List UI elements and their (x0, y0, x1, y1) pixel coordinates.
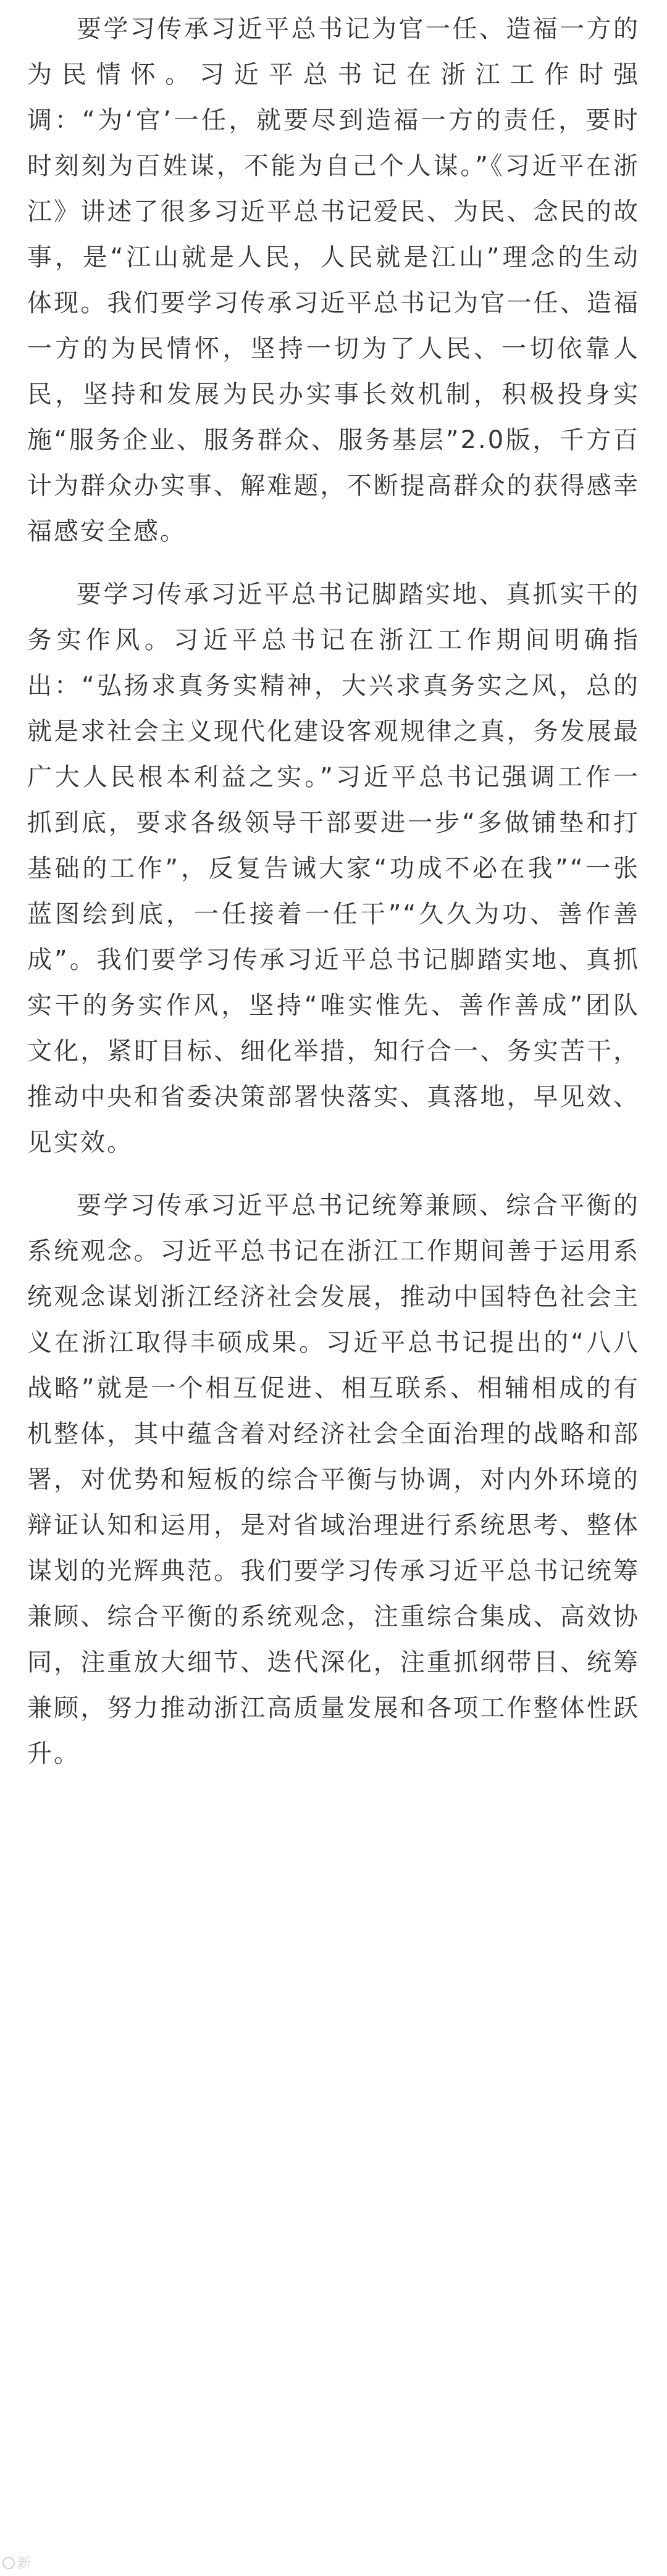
paragraph-1: 要学习传承习近平总书记为官一任、造福一方的为民情怀。习近平总书记在浙江工作时强调：“为‘官’一任，就要尽到造福一方的责任，要时时刻刻为百姓谋，不能为自己个人谋。”《习近平在浙江》讲述了很多习近平总书记爱民、为民、念民的故事，是“江山就是人民，人民就是江山”理念的生动体现。我们要学习传承习近平总书记为官一任、造福一方的为民情怀，坚持一切为了人民、一切依靠人民，坚持和发展为民办实事长效机制，积极投身实施“服务企业、服务群众、服务基层”2.0版，千方百计为群众办实事、解难题，不断提高群众的获得感幸福感安全感。 (27, 15, 640, 546)
paragraph-3: 要学习传承习近平总书记统筹兼顾、综合平衡的系统观念。习近平总书记在浙江工作期间善于运用系统观念谋划浙江经济社会发展，推动中国特色社会主义在浙江取得丰硕成果。习近平总书记提出的“八八战略”就是一个相互促进、相互联系、相辅相成的有机整体，其中蕴含着对经济社会全面治理的战略和部署，对优势和短板的综合平衡与协调，对内外环境的辩证认知和运用，是对省域治理进行系统思考、整体谋划的光辉典范。我们要学习传承习近平总书记统筹兼顾、综合平衡的系统观念，注重综合集成、高效协同，注重放大细节、迭代深化，注重抓纲带目、统筹兼顾，努力推动浙江高质量发展和各项工作整体性跃升。 (27, 1191, 640, 1768)
watermark (2, 2553, 31, 2572)
watermark-logo-icon (2, 2557, 15, 2569)
paragraph-2: 要学习传承习近平总书记脚踏实地、真抓实干的务实作风。习近平总书记在浙江工作期间明确指出：“弘扬求真务实精神，大兴求真务实之风，总的就是求社会主义现代化建设客观规律之真，务发展最广大人民根本利益之实。”习近平总书记强调工作一抓到底，要求各级领导干部要进一步“多做铺垫和打基础的工作”，反复告诫大家“功成不必在我”“一张蓝图绘到底，一任接着一任干”“久久为功、善作善成”。我们要学习传承习近平总书记脚踏实地、真抓实干的务实作风，坚持“唯实惟先、善作善成”团队文化，紧盯目标、细化举措，知行合一、务实苦干，推动中央和省委决策部署快落实、真落地，早见效、见实效。 (27, 580, 640, 1157)
watermark-text: 新 (17, 2556, 31, 2572)
